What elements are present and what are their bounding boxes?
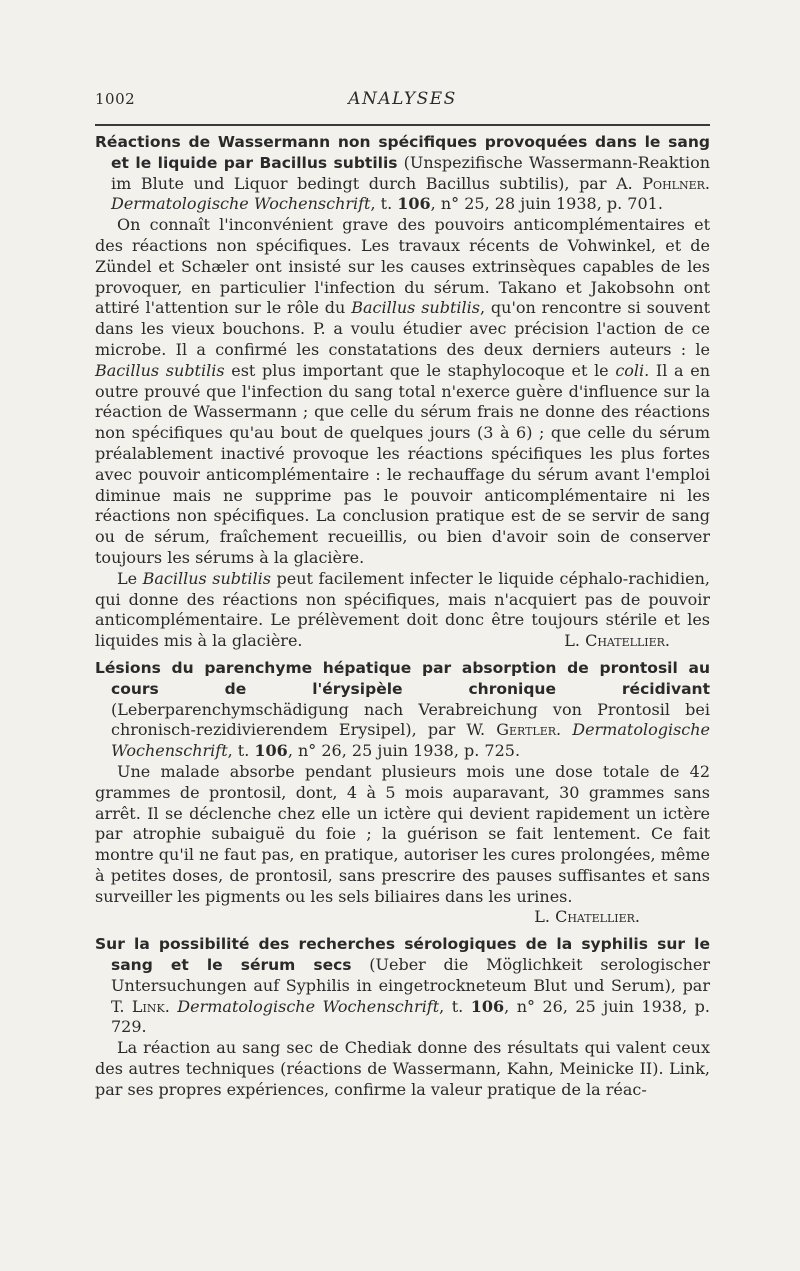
article-journal: Dermatologische Wochenschrift [111,720,711,761]
article-author: Pohlner [642,173,705,193]
page-body [95,132,710,1107]
paragraph-italic: Bacillus subtilis [95,360,225,380]
volume-prefix: , t. [227,741,255,761]
article-signature: L. Chatellier. [534,907,640,927]
paragraph-italic: Bacillus subtilis [351,298,480,318]
paragraph-text: On connaît l'inconvénient grave des pouvoirs anticomplémentaires et des réactions non spécifiques. Les travaux récents de Vohwinkel, et de Zündel et Schæler ont insisté sur les causes extrinsèques capables de les provoquer, en particulier l'infection du sérum. Takano et Jakobsohn ont attiré l'attention sur le rôle du [95,215,710,318]
article-volume: 106 [254,741,288,761]
page-number: 1002 [95,90,136,108]
article-signature: L. Chatellier. [564,631,670,651]
article-title: Sur la possibilité des recherches sérologiques de la syphilis sur le sang et le sérum secs [95,935,710,975]
article-prontosil [95,658,710,928]
paragraph-text: est plus important que le staphylocoque et le [224,360,616,380]
volume-prefix: , t. [370,194,398,214]
article-paragraph [95,569,710,652]
article-author: Link [131,996,165,1016]
article-headline: Lésions du parenchyme hépatique par absorption de prontosil au cours de l'érysipèle chronique récidivant (Leberparenchymschädigung nach Verabreichung von Prontosil bei chronisch-rezidivierendem Erysipel), par W. Gertler. Dermatologische Wochenschrift, t. 106, n° 26, 25 juin 1938, p. 725. [95,658,711,761]
paragraph-italic: Bacillus subtilis [142,568,271,588]
article-volume: 106 [397,194,431,214]
article-details: , n° 26, 25 juin 1938, p. 725. [287,741,521,761]
article-german-title: (Leberparenchymschädigung nach Verabreichung von Prontosil bei chronisch-rezidivierendem Erysipel), par W. [111,699,710,740]
page-header [95,86,710,114]
article-paragraph: La réaction au sang sec de Chediak donne des résultats qui valent ceux des autres techniques (réactions de Wassermann, Kahn, Meinicke II). Link, par ses propres expériences, confirme la valeur pratique de la réac- [95,1038,710,1099]
volume-prefix: , t. [439,996,471,1016]
article-headline: Réactions de Wassermann non spécifiques provoquées dans le sang et le liquide par Bacillus subtilis (Unspezifische Wassermann-Reaktion im Blute und Liquor bedingt durch Bacillus subtilis), par A. Pohlner. Dermatologische Wochenschrift, t. 106, n° 25, 28 juin 1938, p. 701. [95,133,711,214]
article-journal: Dermatologische Wochenschrift [177,996,440,1016]
article-german-title: (Ueber die Möglichkeit serologischer Untersuchungen auf Syphilis in eingetrockneteum Blut und Serum), par T. [111,955,710,1016]
article-title: Réactions de Wassermann non spécifiques provoquées dans le sang et le liquide par Bacillus subtilis [95,133,710,172]
header-rule [95,124,710,126]
paragraph-text: . Il a en outre prouvé que l'infection du sang total n'exerce guère d'influence sur la réaction de Wassermann ; que celle du sérum frais ne donne des réactions non spécifiques qu'au bout de quelques jours (3 à 6) ; que celle du sérum préalablement inactivé provoque les réactions spécifiques les plus fortes avec pouvoir anticomplémentaire : le rechauffage du sérum avant l'emploi diminue mais ne supprime pas le pouvoir anticomplémentaire ni les réactions non spécifiques. La conclusion pratique est de se servir de sang ou de sérum, fraîchement recueillis, ou bien d'avoir soin de conserver toujours les sérums à la glacière. [95,360,711,567]
article-journal: Dermatologische Wochenschrift [111,194,371,214]
article-german-title: (Unspezifische Wassermann-Reaktion im Blute und Liquor bedingt durch Bacillus subtilis), par A. [111,152,711,193]
paragraph-text: , qu'on rencontre si souvent dans les vieux bouchons. P. a voulu étudier avec précision l'action de ce microbe. Il a confirmé les constatations des deux derniers auteurs : le [95,298,710,359]
article-volume: 106 [470,996,505,1016]
article-wassermann [95,132,710,652]
paragraph-text: Le [117,568,143,588]
article-paragraph [95,215,710,569]
running-title: ANALYSES [348,89,457,109]
article-paragraph: Une malade absorbe pendant plusieurs mois une dose totale de 42 grammes de prontosil, dont, 4 à 5 mois auparavant, 30 grammes sans arrêt. Il se déclenche chez elle un ictère qui devient rapidement un ictère par atrophie subaiguë du foie ; la guérison se fait lentement. Ce fait montre qu'il ne faut pas, en pratique, autoriser les cures prolongées, même à petites doses, de prontosil, sans prescrire des pauses suffisantes et sans surveiller les pigments ou les sels biliaires dans les urines. [95,761,710,906]
article-headline: Sur la possibilité des recherches sérologiques de la syphilis sur le sang et le sérum secs (Ueber die Möglichkeit serologischer Untersuchungen auf Syphilis in eingetrockneteum Blut und Serum), par T. Link. Dermatologische Wochenschrift, t. 106, n° 26, 25 juin 1938, p. 729. [95,935,710,1037]
article-author: Gertler [496,720,557,740]
article-details: , n° 26, 25 juin 1938, p. 729. [111,996,710,1037]
paragraph-text: peut facilement infecter le liquide céphalo-rachidien, qui donne des réactions non spécifiques, mais n'acquiert pas de pouvoir anticomplémentaire. Le prélèvement doit donc être toujours stérile et les liquides mis à la glacière. [95,568,710,651]
paragraph-italic: coli [615,360,645,380]
article-title: Lésions du parenchyme hépatique par absorption de prontosil au cours de l'érysipèle chronique récidivant [95,658,710,698]
article-serologie [95,934,710,1100]
article-details: , n° 25, 28 juin 1938, p. 701. [430,194,663,214]
